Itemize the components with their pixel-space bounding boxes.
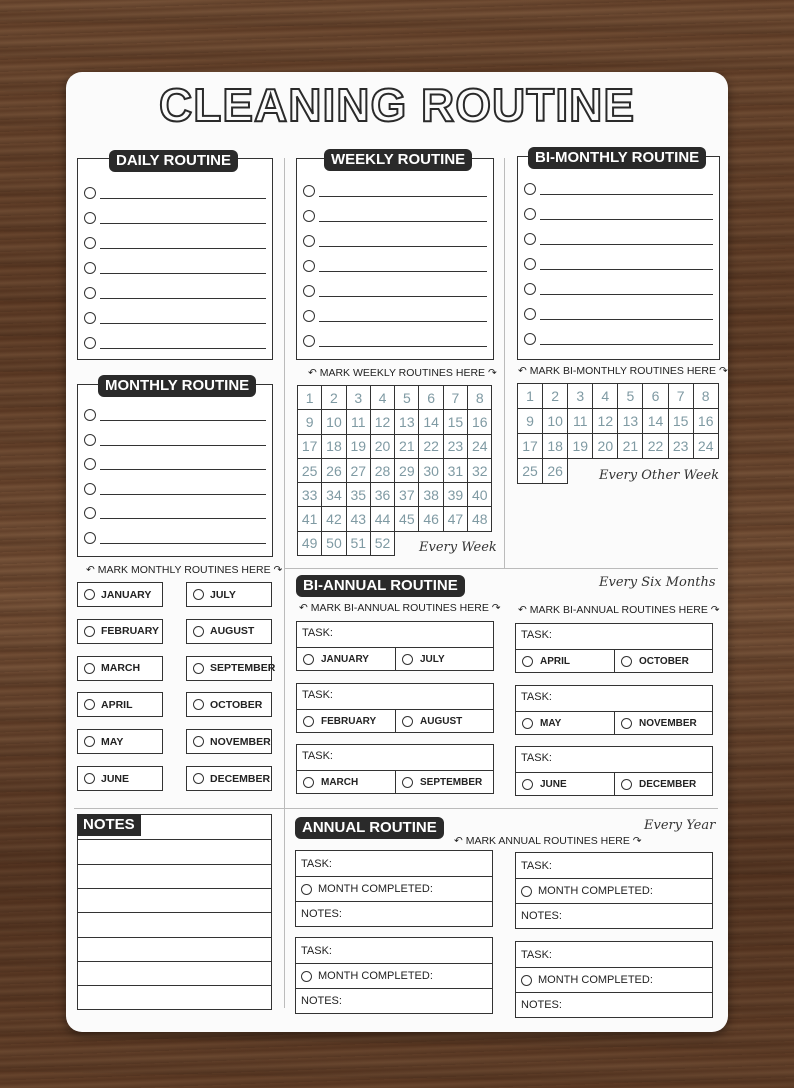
month-label: FEBRUARY — [101, 625, 159, 638]
annual-notes-field[interactable] — [296, 901, 492, 926]
circle-checkbox-icon — [303, 654, 314, 665]
month-label: AUGUST — [210, 625, 255, 638]
bimonth-cell[interactable]: 6 — [643, 384, 668, 409]
week-cell[interactable]: 41 — [298, 507, 322, 531]
bimonth-cell[interactable]: 23 — [669, 434, 694, 459]
bimonth-cell[interactable]: 4 — [593, 384, 618, 409]
planner-sheet — [66, 72, 728, 1032]
bimonthly-item-line — [540, 269, 713, 270]
month-label: SEPTEMBER — [420, 777, 483, 788]
month-label: SEPTEMBER — [210, 662, 276, 675]
week-cell[interactable]: 26 — [322, 459, 346, 483]
task-label: TASK: — [521, 629, 552, 641]
month-label: OCTOBER — [639, 656, 689, 667]
weekly-item-line — [319, 221, 487, 222]
circle-checkbox-icon — [521, 975, 532, 986]
daily-item-checkbox[interactable] — [84, 237, 96, 249]
circle-checkbox-icon — [193, 626, 204, 637]
bimonthly-item-checkbox[interactable] — [524, 283, 536, 295]
weekly-item-checkbox[interactable] — [303, 310, 315, 322]
bimonth-cell[interactable]: 25 — [518, 459, 543, 484]
bimonth-cell[interactable]: 7 — [669, 384, 694, 409]
circle-checkbox-icon — [402, 654, 413, 665]
week-cell[interactable]: 11 — [347, 410, 371, 434]
circle-checkbox-icon — [84, 589, 95, 600]
circle-checkbox-icon — [193, 736, 204, 747]
week-cell[interactable]: 51 — [347, 532, 371, 556]
month-label: MAY — [101, 735, 124, 748]
annual-month-completed-checkbox[interactable] — [516, 967, 712, 992]
biannual-month-checkbox-may[interactable] — [516, 711, 614, 735]
bimonth-cell[interactable]: 19 — [568, 434, 593, 459]
biannual-mark-text-left: MARK BI-ANNUAL ROUTINES HERE — [310, 602, 489, 614]
biannual-task-left-1 — [296, 621, 494, 671]
biannual-month-checkbox-october[interactable] — [614, 649, 713, 673]
annual-month-completed-checkbox[interactable] — [296, 876, 492, 901]
notes-line — [78, 937, 271, 938]
week-cell[interactable]: 45 — [395, 507, 419, 531]
task-label: TASK: — [302, 627, 333, 639]
daily-routine-box — [77, 158, 273, 360]
daily-item-line — [100, 223, 266, 224]
week-cell[interactable]: 31 — [444, 459, 468, 483]
daily-item-line — [100, 323, 266, 324]
month-checkbox-april[interactable] — [77, 692, 163, 717]
monthly-routine-box — [77, 384, 273, 557]
week-cell[interactable]: 32 — [468, 459, 492, 483]
bimonth-cell[interactable]: 16 — [694, 409, 719, 434]
month-checkbox-may[interactable] — [77, 729, 163, 754]
task-label: TASK: — [301, 944, 332, 957]
task-label: TASK: — [301, 857, 332, 870]
week-cell[interactable]: 20 — [371, 435, 395, 459]
bimonth-cell[interactable]: 26 — [543, 459, 568, 484]
monthly-item-line — [100, 494, 266, 495]
month-checkbox-august[interactable] — [186, 619, 272, 644]
bimonth-cell[interactable]: 15 — [669, 409, 694, 434]
month-label: JUNE — [540, 779, 567, 790]
annual-task-field[interactable] — [516, 942, 712, 967]
week-cell[interactable]: 38 — [419, 483, 443, 507]
month-checkbox-october[interactable] — [186, 692, 272, 717]
month-checkbox-december[interactable] — [186, 766, 272, 791]
weekly-routine-box — [296, 158, 494, 360]
week-cell[interactable]: 21 — [395, 435, 419, 459]
daily-item-checkbox[interactable] — [84, 312, 96, 324]
task-label: TASK: — [521, 752, 552, 764]
biannual-task-left-3 — [296, 744, 494, 794]
bimonth-cell[interactable]: 10 — [543, 409, 568, 434]
bimonth-cell[interactable]: 2 — [543, 384, 568, 409]
annual-notes-field[interactable] — [516, 992, 712, 1017]
notes-line — [78, 961, 271, 962]
month-checkbox-september[interactable] — [186, 656, 276, 681]
month-checkbox-february[interactable] — [77, 619, 163, 644]
bimonthly-item-line — [540, 344, 713, 345]
annual-task-4 — [515, 941, 713, 1018]
week-cell[interactable]: 2 — [322, 386, 346, 410]
bimonth-cell[interactable]: 5 — [618, 384, 643, 409]
annual-mark-label: ↶ MARK ANNUAL ROUTINES HERE ↷ — [454, 835, 642, 847]
week-cell[interactable]: 50 — [322, 532, 346, 556]
weekly-item-line — [319, 196, 487, 197]
weekly-item-line — [319, 246, 487, 247]
monthly-item-line — [100, 445, 266, 446]
circle-checkbox-icon — [402, 716, 413, 727]
week-cell[interactable]: 16 — [468, 410, 492, 434]
month-label: NOVEMBER — [210, 735, 271, 748]
circle-checkbox-icon — [621, 779, 632, 790]
week-cell[interactable]: 14 — [419, 410, 443, 434]
bimonth-cell[interactable]: 20 — [593, 434, 618, 459]
week-cell[interactable]: 49 — [298, 532, 322, 556]
week-cell[interactable]: 10 — [322, 410, 346, 434]
bimonth-cell[interactable]: 14 — [643, 409, 668, 434]
circle-checkbox-icon — [621, 656, 632, 667]
monthly-item-line — [100, 543, 266, 544]
monthly-mark-label: ↶ MARK MONTHLY ROUTINES HERE ↷ — [86, 564, 283, 576]
circle-checkbox-icon — [301, 971, 312, 982]
biannual-caption: Every Six Months — [599, 575, 716, 590]
daily-item-line — [100, 298, 266, 299]
weekly-mark-label: ↶ MARK WEEKLY ROUTINES HERE ↷ — [308, 367, 497, 379]
weekly-routine-label: WEEKLY ROUTINE — [324, 149, 472, 171]
biannual-month-checkbox-march[interactable] — [297, 770, 395, 794]
week-cell[interactable]: 9 — [298, 410, 322, 434]
divider-vertical-right — [504, 158, 505, 568]
monthly-item-checkbox[interactable] — [84, 458, 96, 470]
bimonthly-item-line — [540, 219, 713, 220]
biannual-month-checkbox-november[interactable] — [614, 711, 713, 735]
annual-mark-text: MARK ANNUAL ROUTINES HERE — [465, 835, 630, 847]
biannual-month-checkbox-december[interactable] — [614, 772, 713, 796]
daily-item-checkbox[interactable] — [84, 187, 96, 199]
weekly-grid — [297, 385, 492, 556]
month-label: AUGUST — [420, 715, 463, 727]
weekly-caption: Every Week — [419, 540, 497, 555]
circle-checkbox-icon — [193, 773, 204, 784]
week-cell[interactable]: 6 — [419, 386, 443, 410]
circle-checkbox-icon — [84, 663, 95, 674]
month-label: OCTOBER — [210, 698, 263, 711]
weekly-item-checkbox[interactable] — [303, 285, 315, 297]
bimonthly-item-checkbox[interactable] — [524, 183, 536, 195]
month-completed-label: MONTH COMPLETED: — [538, 974, 653, 986]
notes-line — [78, 888, 271, 889]
month-checkbox-november[interactable] — [186, 729, 272, 754]
month-label: JULY — [420, 654, 445, 665]
biannual-routine-label: BI-ANNUAL ROUTINE — [296, 575, 465, 597]
week-cell[interactable]: 23 — [444, 435, 468, 459]
bimonthly-item-line — [540, 194, 713, 195]
monthly-item-checkbox[interactable] — [84, 483, 96, 495]
circle-checkbox-icon — [301, 884, 312, 895]
weekly-item-line — [319, 321, 487, 322]
bimonthly-item-checkbox[interactable] — [524, 258, 536, 270]
month-completed-label: MONTH COMPLETED: — [318, 970, 433, 982]
month-label: MAY — [540, 717, 562, 729]
weekly-item-line — [319, 346, 487, 347]
monthly-routine-label: MONTHLY ROUTINE — [98, 375, 256, 397]
biannual-task-right-3 — [515, 746, 713, 796]
week-cell[interactable]: 47 — [444, 507, 468, 531]
notes-label: NOTES: — [521, 910, 562, 922]
bimonthly-mark-label: ↶ MARK BI-MONTHLY ROUTINES HERE ↷ — [518, 365, 728, 377]
bimonth-cell[interactable]: 8 — [694, 384, 719, 409]
divider-horizontal-bottom — [74, 808, 718, 809]
circle-checkbox-icon — [84, 736, 95, 747]
week-cell[interactable]: 4 — [371, 386, 395, 410]
annual-task-field[interactable] — [296, 851, 492, 876]
biannual-month-checkbox-january[interactable] — [297, 647, 395, 671]
task-label: TASK: — [521, 690, 552, 703]
annual-month-completed-checkbox[interactable] — [296, 963, 492, 988]
biannual-month-checkbox-june[interactable] — [516, 772, 614, 796]
month-label: NOVEMBER — [639, 717, 697, 729]
annual-caption: Every Year — [644, 818, 716, 833]
notes-line — [78, 839, 271, 840]
bimonth-cell[interactable]: 3 — [568, 384, 593, 409]
annual-task-field[interactable] — [516, 853, 712, 878]
biannual-month-checkbox-february[interactable] — [297, 709, 395, 733]
daily-item-line — [100, 248, 266, 249]
month-label: APRIL — [540, 656, 570, 667]
biannual-task-right-1 — [515, 623, 713, 673]
biannual-mark-label-left: ↶ MARK BI-ANNUAL ROUTINES HERE ↷ — [299, 602, 501, 614]
month-checkbox-june[interactable] — [77, 766, 163, 791]
annual-notes-field[interactable] — [516, 903, 712, 928]
weekly-item-checkbox[interactable] — [303, 260, 315, 272]
bimonthly-item-line — [540, 294, 713, 295]
week-cell[interactable]: 37 — [395, 483, 419, 507]
biannual-month-checkbox-april[interactable] — [516, 649, 614, 673]
week-cell[interactable]: 25 — [298, 459, 322, 483]
week-cell[interactable]: 24 — [468, 435, 492, 459]
bimonth-cell[interactable]: 1 — [518, 384, 543, 409]
month-label: FEBRUARY — [321, 715, 377, 727]
notes-box — [77, 814, 272, 1010]
week-cell[interactable]: 44 — [371, 507, 395, 531]
week-cell[interactable]: 22 — [419, 435, 443, 459]
bimonthly-routine-label: BI-MONTHLY ROUTINE — [528, 147, 706, 169]
circle-checkbox-icon — [84, 626, 95, 637]
month-checkbox-march[interactable] — [77, 656, 163, 681]
week-cell[interactable]: 40 — [468, 483, 492, 507]
circle-checkbox-icon — [402, 777, 413, 788]
biannual-mark-label-right: ↶ MARK BI-ANNUAL ROUTINES HERE ↷ — [518, 604, 720, 616]
daily-item-line — [100, 348, 266, 349]
notes-label: NOTES — [77, 814, 141, 836]
bimonthly-item-checkbox[interactable] — [524, 333, 536, 345]
daily-item-checkbox[interactable] — [84, 337, 96, 349]
week-cell[interactable]: 27 — [347, 459, 371, 483]
weekly-item-line — [319, 271, 487, 272]
month-label: DECEMBER — [639, 779, 697, 790]
biannual-mark-text-right: MARK BI-ANNUAL ROUTINES HERE — [529, 604, 708, 616]
biannual-task-right-2 — [515, 685, 713, 735]
daily-item-checkbox[interactable] — [84, 287, 96, 299]
weekly-item-checkbox[interactable] — [303, 235, 315, 247]
monthly-item-line — [100, 420, 266, 421]
daily-item-line — [100, 198, 266, 199]
bimonthly-item-checkbox[interactable] — [524, 233, 536, 245]
week-cell[interactable]: 15 — [444, 410, 468, 434]
bimonthly-item-checkbox[interactable] — [524, 208, 536, 220]
daily-item-line — [100, 273, 266, 274]
daily-routine-label: DAILY ROUTINE — [109, 150, 238, 172]
week-cell[interactable]: 28 — [371, 459, 395, 483]
biannual-task-left-2 — [296, 683, 494, 733]
bimonthly-mark-text: MARK BI-MONTHLY ROUTINES HERE — [529, 365, 717, 377]
divider-vertical-left — [284, 158, 285, 1008]
week-cell[interactable]: 17 — [298, 435, 322, 459]
task-label: TASK: — [302, 688, 333, 701]
bimonth-cell[interactable]: 11 — [568, 409, 593, 434]
week-cell[interactable]: 43 — [347, 507, 371, 531]
task-label: TASK: — [521, 948, 552, 961]
notes-line — [78, 985, 271, 986]
annual-routine-label: ANNUAL ROUTINE — [295, 817, 444, 839]
annual-notes-field[interactable] — [296, 988, 492, 1013]
monthly-item-line — [100, 518, 266, 519]
annual-month-completed-checkbox[interactable] — [516, 878, 712, 903]
notes-label: NOTES: — [521, 999, 562, 1011]
month-label: MARCH — [101, 662, 141, 675]
bimonth-cell[interactable]: 13 — [618, 409, 643, 434]
week-cell[interactable]: 33 — [298, 483, 322, 507]
circle-checkbox-icon — [522, 779, 533, 790]
bimonthly-caption: Every Other Week — [599, 468, 720, 483]
circle-checkbox-icon — [303, 777, 314, 788]
notes-label: NOTES: — [301, 995, 342, 1007]
circle-checkbox-icon — [621, 718, 632, 729]
weekly-item-checkbox[interactable] — [303, 210, 315, 222]
biannual-month-checkbox-august[interactable] — [395, 709, 494, 733]
month-label: JULY — [210, 588, 236, 601]
week-cell[interactable]: 19 — [347, 435, 371, 459]
annual-task-2 — [515, 852, 713, 929]
weekly-item-checkbox[interactable] — [303, 335, 315, 347]
week-cell[interactable]: 5 — [395, 386, 419, 410]
bimonth-cell[interactable]: 24 — [694, 434, 719, 459]
bimonthly-item-checkbox[interactable] — [524, 308, 536, 320]
month-completed-label: MONTH COMPLETED: — [318, 883, 433, 895]
daily-item-checkbox[interactable] — [84, 212, 96, 224]
weekly-item-checkbox[interactable] — [303, 185, 315, 197]
week-cell[interactable]: 30 — [419, 459, 443, 483]
circle-checkbox-icon — [522, 718, 533, 729]
month-label: JANUARY — [321, 654, 369, 665]
month-label: APRIL — [101, 698, 133, 711]
page-title: CLEANING ROUTINE — [159, 79, 635, 131]
month-label: DECEMBER — [210, 772, 271, 785]
notes-line — [78, 912, 271, 913]
circle-checkbox-icon — [521, 886, 532, 897]
monthly-item-checkbox[interactable] — [84, 507, 96, 519]
circle-checkbox-icon — [193, 663, 204, 674]
week-cell[interactable]: 12 — [371, 410, 395, 434]
month-label: JANUARY — [101, 588, 152, 601]
bimonth-cell[interactable]: 9 — [518, 409, 543, 434]
weekly-mark-text: MARK WEEKLY ROUTINES HERE — [319, 367, 486, 379]
annual-task-field[interactable] — [296, 938, 492, 963]
week-cell[interactable]: 18 — [322, 435, 346, 459]
bimonthly-item-line — [540, 244, 713, 245]
circle-checkbox-icon — [303, 716, 314, 727]
bimonth-cell[interactable]: 12 — [593, 409, 618, 434]
circle-checkbox-icon — [84, 699, 95, 710]
week-cell[interactable]: 42 — [322, 507, 346, 531]
biannual-month-checkbox-september[interactable] — [395, 770, 494, 794]
week-cell[interactable]: 13 — [395, 410, 419, 434]
week-cell[interactable]: 7 — [444, 386, 468, 410]
bimonthly-routine-box — [517, 156, 720, 360]
week-cell[interactable]: 35 — [347, 483, 371, 507]
month-checkbox-july[interactable] — [186, 582, 272, 607]
bimonth-cell[interactable]: 18 — [543, 434, 568, 459]
week-cell[interactable]: 39 — [444, 483, 468, 507]
circle-checkbox-icon — [193, 589, 204, 600]
notes-line — [78, 864, 271, 865]
bimonth-cell[interactable]: 21 — [618, 434, 643, 459]
week-cell[interactable]: 1 — [298, 386, 322, 410]
monthly-mark-text: MARK MONTHLY ROUTINES HERE — [97, 564, 271, 576]
week-cell[interactable]: 46 — [419, 507, 443, 531]
divider-horizontal-mid — [284, 568, 718, 569]
annual-task-1 — [295, 850, 493, 927]
week-cell[interactable]: 3 — [347, 386, 371, 410]
bimonth-cell[interactable]: 17 — [518, 434, 543, 459]
monthly-item-checkbox[interactable] — [84, 434, 96, 446]
month-label: JUNE — [101, 772, 130, 785]
week-cell[interactable]: 36 — [371, 483, 395, 507]
biannual-month-checkbox-july[interactable] — [395, 647, 494, 671]
monthly-item-line — [100, 469, 266, 470]
week-cell[interactable]: 8 — [468, 386, 492, 410]
notes-label: NOTES: — [301, 908, 342, 920]
annual-task-3 — [295, 937, 493, 1014]
monthly-item-checkbox[interactable] — [84, 409, 96, 421]
month-label: MARCH — [321, 777, 359, 788]
week-cell[interactable]: 52 — [371, 532, 395, 556]
circle-checkbox-icon — [522, 656, 533, 667]
circle-checkbox-icon — [193, 699, 204, 710]
week-cell[interactable]: 34 — [322, 483, 346, 507]
task-label: TASK: — [302, 750, 333, 762]
weekly-item-line — [319, 296, 487, 297]
circle-checkbox-icon — [84, 773, 95, 784]
task-label: TASK: — [521, 859, 552, 872]
bimonthly-item-line — [540, 319, 713, 320]
month-completed-label: MONTH COMPLETED: — [538, 885, 653, 897]
bimonth-cell[interactable]: 22 — [643, 434, 668, 459]
monthly-item-checkbox[interactable] — [84, 532, 96, 544]
week-cell[interactable]: 48 — [468, 507, 492, 531]
week-cell[interactable]: 29 — [395, 459, 419, 483]
month-checkbox-january[interactable] — [77, 582, 163, 607]
daily-item-checkbox[interactable] — [84, 262, 96, 274]
